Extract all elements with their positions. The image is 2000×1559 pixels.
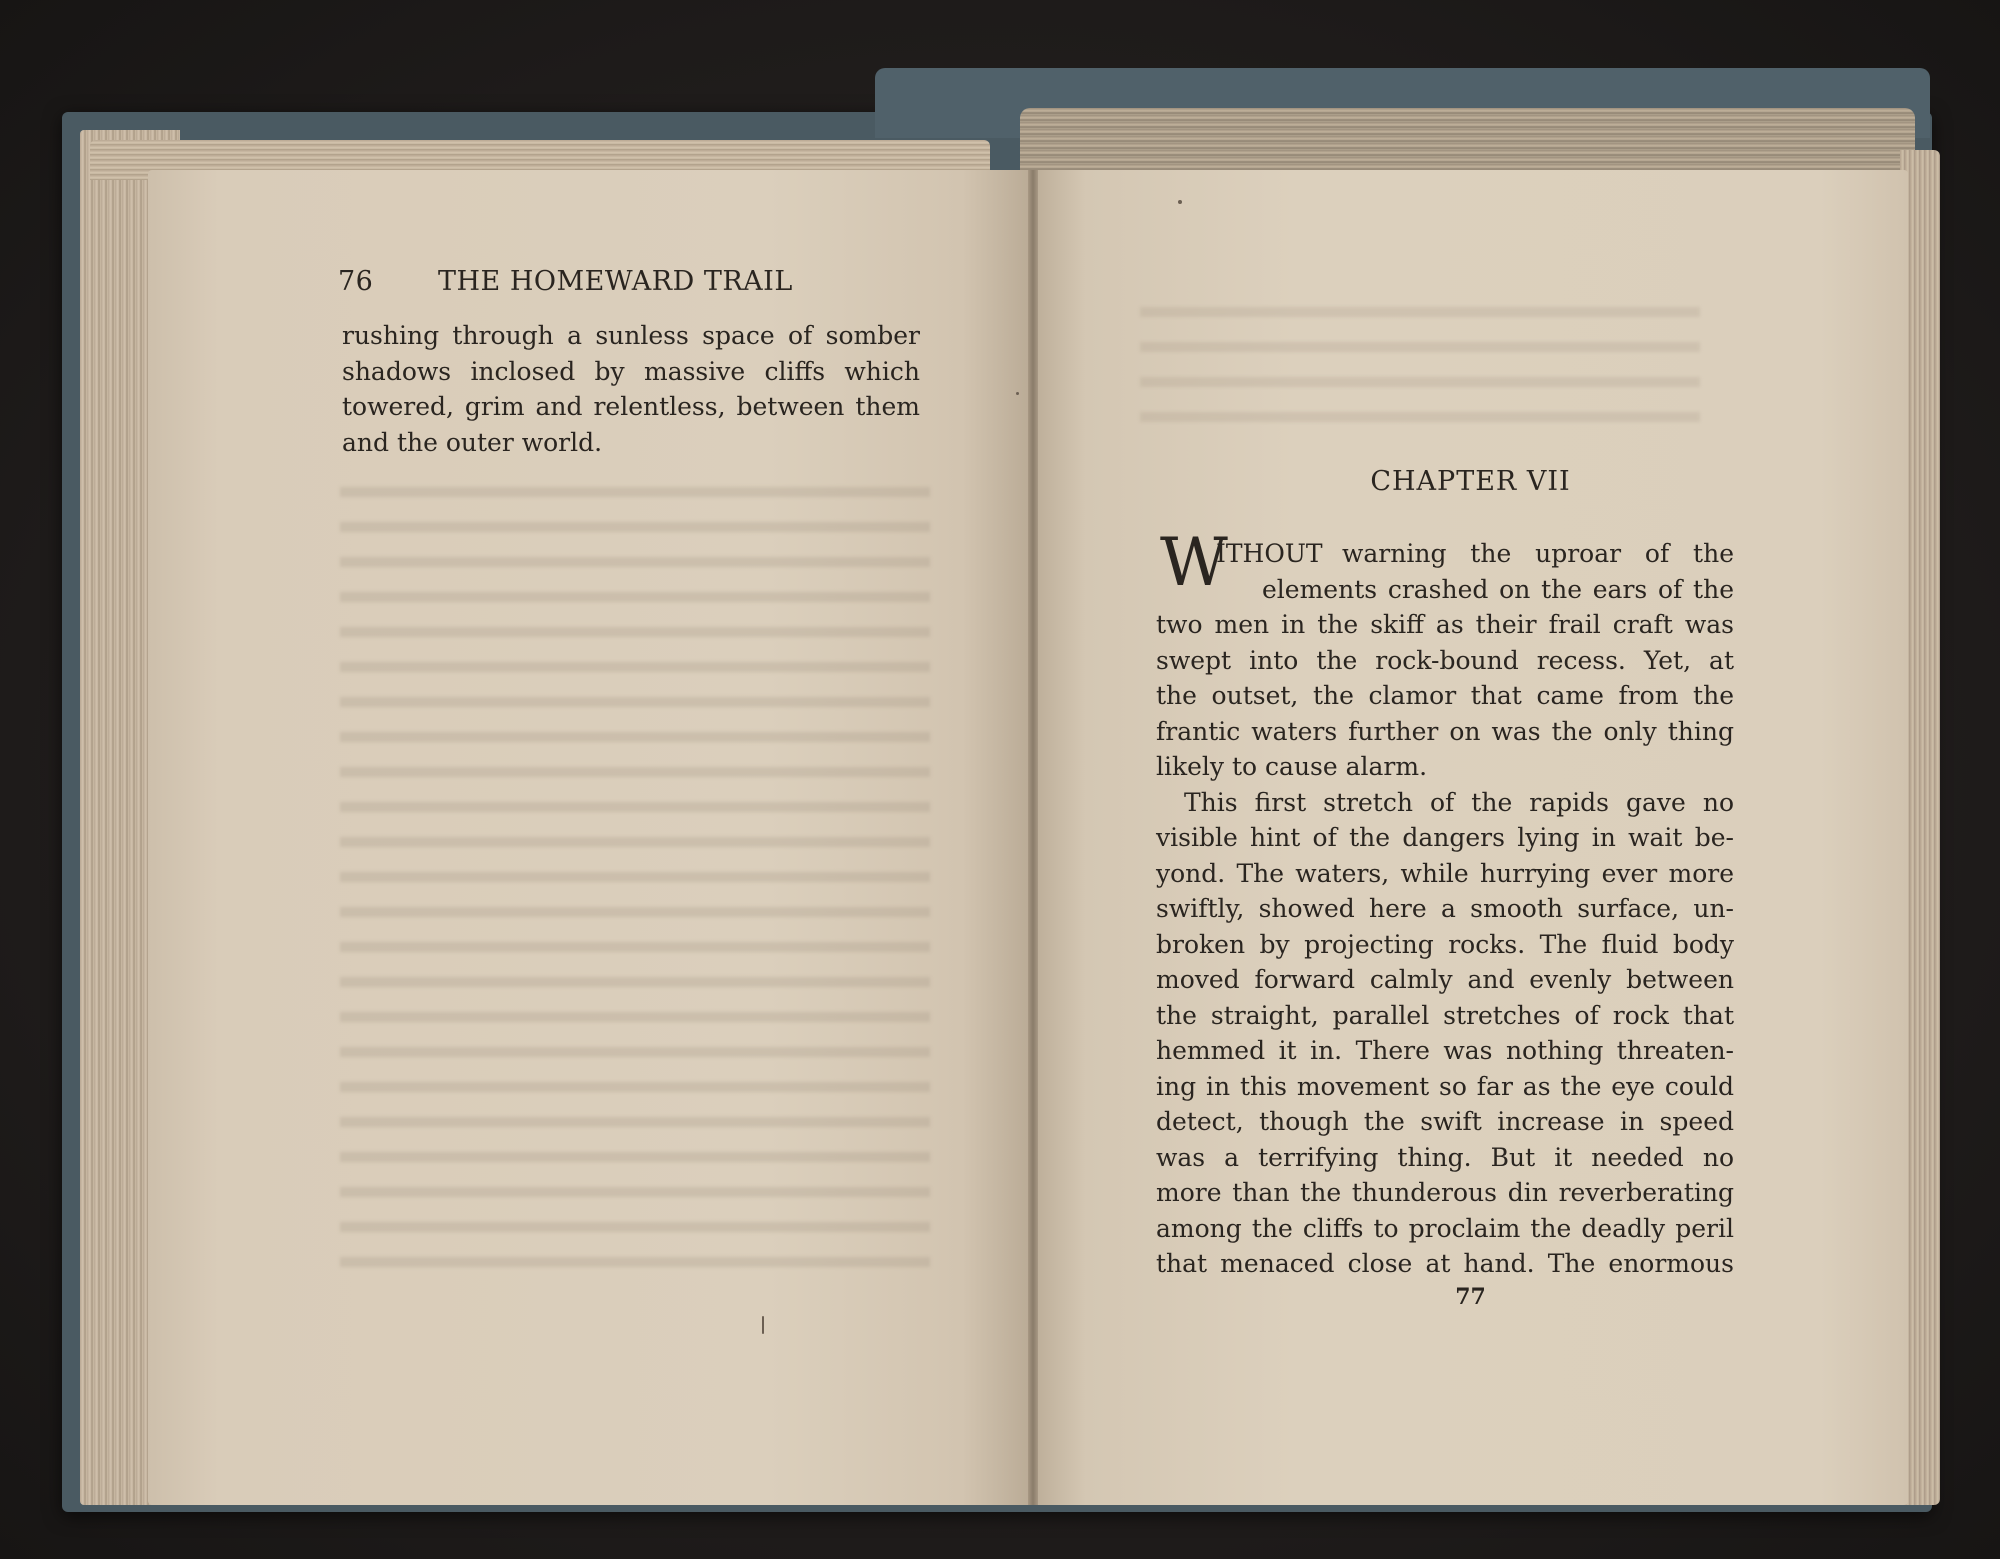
show-through-text-left	[340, 470, 930, 1270]
page-edges-top-right	[1020, 108, 1915, 170]
text-line: swiftly, showed here a smooth surface, un-	[1156, 894, 1734, 923]
text-line: more than the thunderous din reverberating	[1156, 1178, 1734, 1207]
text-line: two men in the skiff as their frail craft was	[1156, 610, 1734, 639]
text-line: towered, grim and relentless, between them	[342, 392, 920, 421]
chapter-title: CHAPTER VII	[1370, 466, 1571, 497]
text-line: This first stretch of the rapids gave no	[1184, 787, 1734, 817]
first-word-caps: ITHOUT	[1216, 539, 1323, 568]
text-line: broken by projecting rocks. The fluid body	[1156, 929, 1734, 959]
text-line: detect, though the swift increase in speed	[1156, 1107, 1734, 1136]
right-page-body	[1156, 536, 1734, 1282]
text-line: the outset, the clamor that came from the	[1156, 681, 1734, 710]
text-line: moved forward calmly and evenly between	[1156, 965, 1734, 994]
paper-mark	[762, 1316, 764, 1334]
text-line: the straight, parallel stretches of rock that	[1156, 1000, 1734, 1030]
show-through-text-right	[1140, 290, 1700, 430]
left-page-body	[342, 318, 920, 460]
right-page-number: 77	[1455, 1284, 1486, 1310]
paper-speck	[1178, 200, 1182, 204]
paper-speck	[1016, 392, 1019, 395]
text-line: that menaced close at hand. The enormous	[1156, 1249, 1734, 1278]
text-line: and the outer world.	[342, 427, 603, 457]
text-line: among the cliffs to proclaim the deadly peril	[1156, 1213, 1734, 1243]
running-head-title: THE HOMEWARD TRAIL	[438, 266, 793, 297]
text-line: shadows inclosed by massive cliffs which	[342, 356, 920, 386]
text-line: frantic waters further on was the only thing	[1156, 716, 1734, 746]
text-line: ing in this movement so far as the eye could	[1156, 1071, 1734, 1101]
text-line: swept into the rock-bound recess. Yet, at	[1156, 645, 1734, 675]
text-line: rushing through a sunless space of somber	[342, 321, 920, 350]
text-line: visible hint of the dangers lying in wait be-	[1156, 823, 1734, 852]
drop-cap: W	[1160, 524, 1228, 601]
running-head	[338, 266, 928, 297]
text-line: likely to cause alarm.	[1156, 752, 1428, 781]
left-page-number: 76	[338, 266, 374, 297]
text-line: hemmed it in. There was nothing threaten-	[1156, 1036, 1734, 1065]
text-line: elements crashed on the ears of the	[1262, 574, 1734, 604]
text-line: yond. The waters, while hurrying ever more	[1156, 858, 1734, 888]
text-line: warning the uproar of the	[1342, 539, 1734, 568]
text-line: was a terrifying thing. But it needed no	[1156, 1142, 1734, 1172]
